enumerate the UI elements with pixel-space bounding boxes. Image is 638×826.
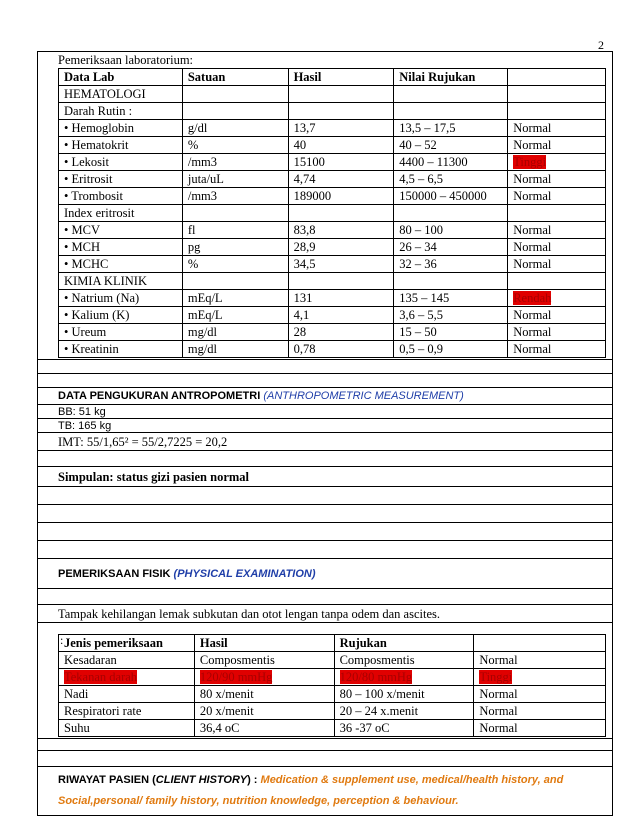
physical-header-cell: Hasil bbox=[194, 635, 334, 652]
history-heading-a: RIWAYAT PASIEN ( bbox=[58, 774, 156, 786]
lab-cell: 0,78 bbox=[288, 341, 394, 358]
assessment-form bbox=[37, 51, 613, 816]
lab-cell: 135 – 145 bbox=[394, 290, 508, 307]
physical-header-cell bbox=[474, 635, 606, 652]
lab-cell: juta/uL bbox=[182, 171, 288, 188]
lab-cell: KIMIA KLINIK bbox=[59, 273, 183, 290]
lab-cell bbox=[288, 273, 394, 290]
lab-cell: % bbox=[182, 137, 288, 154]
physical-cell: 20 x/menit bbox=[194, 703, 334, 720]
lab-cell: • Hematokrit bbox=[59, 137, 183, 154]
lab-cell: Normal bbox=[508, 307, 606, 324]
anthro-tb: TB: 165 kg bbox=[38, 419, 612, 433]
lab-cell: 40 bbox=[288, 137, 394, 154]
blank-row bbox=[38, 523, 612, 541]
physical-colon: : bbox=[60, 633, 64, 647]
lab-cell bbox=[182, 205, 288, 222]
history-heading-en: CLIENT HISTORY bbox=[155, 774, 248, 786]
lab-cell: 26 – 34 bbox=[394, 239, 508, 256]
lab-row bbox=[59, 324, 606, 341]
lab-cell bbox=[182, 86, 288, 103]
lab-cell: HEMATOLOGI bbox=[59, 86, 183, 103]
lab-header-row bbox=[59, 69, 606, 86]
lab-cell: 34,5 bbox=[288, 256, 394, 273]
lab-cell: /mm3 bbox=[182, 154, 288, 171]
blank-row bbox=[38, 374, 612, 388]
blank-row bbox=[38, 589, 612, 605]
lab-cell: 4,5 – 6,5 bbox=[394, 171, 508, 188]
lab-cell: 28,9 bbox=[288, 239, 394, 256]
page-number: 2 bbox=[598, 38, 604, 52]
anthro-conclusion: Simpulan: status gizi pasien normal bbox=[38, 467, 612, 487]
physical-cell: Composmentis bbox=[194, 652, 334, 669]
lab-cell: Darah Rutin : bbox=[59, 103, 183, 120]
lab-cell: 4,74 bbox=[288, 171, 394, 188]
blank-row bbox=[38, 541, 612, 559]
lab-header-cell: Hasil bbox=[288, 69, 394, 86]
lab-cell: 3,6 – 5,5 bbox=[394, 307, 508, 324]
lab-table bbox=[58, 68, 606, 358]
lab-cell: 13,7 bbox=[288, 120, 394, 137]
lab-row bbox=[59, 239, 606, 256]
physical-cell: Normal bbox=[474, 720, 606, 737]
lab-cell: Normal bbox=[508, 188, 606, 205]
lab-header-cell: Data Lab bbox=[59, 69, 183, 86]
lab-cell: pg bbox=[182, 239, 288, 256]
lab-cell: Normal bbox=[508, 222, 606, 239]
physical-cell: Kesadaran bbox=[59, 652, 195, 669]
physical-cell: Composmentis bbox=[334, 652, 474, 669]
physical-cell: 20 – 24 x.menit bbox=[334, 703, 474, 720]
lab-cell: • Lekosit bbox=[59, 154, 183, 171]
lab-cell: Normal bbox=[508, 137, 606, 154]
physical-header-row bbox=[59, 635, 606, 652]
lab-cell: • Natrium (Na) bbox=[59, 290, 183, 307]
lab-cell bbox=[508, 273, 606, 290]
blank-row bbox=[38, 451, 612, 467]
lab-row bbox=[59, 137, 606, 154]
lab-cell: • MCV bbox=[59, 222, 183, 239]
history-heading bbox=[38, 767, 612, 815]
lab-header-cell: Satuan bbox=[182, 69, 288, 86]
lab-row bbox=[59, 154, 606, 171]
lab-cell: 32 – 36 bbox=[394, 256, 508, 273]
lab-header-cell: Nilai Rujukan bbox=[394, 69, 508, 86]
physical-header-cell: Jenis pemeriksaan bbox=[59, 635, 195, 652]
physical-cell: Tekanan darah bbox=[59, 669, 195, 686]
lab-row bbox=[59, 256, 606, 273]
lab-cell: Normal bbox=[508, 324, 606, 341]
blank-row bbox=[38, 487, 612, 505]
lab-cell: 13,5 – 17,5 bbox=[394, 120, 508, 137]
lab-cell: 80 – 100 bbox=[394, 222, 508, 239]
lab-cell: Index eritrosit bbox=[59, 205, 183, 222]
lab-cell: • Kalium (K) bbox=[59, 307, 183, 324]
physical-cell: 36 -37 oC bbox=[334, 720, 474, 737]
physical-cell: Normal bbox=[474, 703, 606, 720]
lab-cell bbox=[182, 273, 288, 290]
lab-cell bbox=[288, 103, 394, 120]
physical-row bbox=[59, 669, 606, 686]
lab-cell: Tinggi bbox=[508, 154, 606, 171]
blank-row bbox=[38, 505, 612, 523]
lab-cell: mg/dl bbox=[182, 341, 288, 358]
lab-row bbox=[59, 307, 606, 324]
physical-heading-label: PEMERIKSAAN FISIK bbox=[58, 568, 171, 580]
lab-row bbox=[59, 103, 606, 120]
lab-row bbox=[59, 341, 606, 358]
lab-cell bbox=[394, 103, 508, 120]
physical-section bbox=[38, 634, 612, 739]
physical-heading-en: (PHYSICAL EXAMINATION) bbox=[173, 568, 316, 580]
lab-cell: • MCHC bbox=[59, 256, 183, 273]
physical-header-cell: Rujukan bbox=[334, 635, 474, 652]
lab-cell bbox=[508, 205, 606, 222]
lab-cell: 0,5 – 0,9 bbox=[394, 341, 508, 358]
physical-row bbox=[59, 720, 606, 737]
lab-row bbox=[59, 171, 606, 188]
physical-cell: 80 x/menit bbox=[194, 686, 334, 703]
physical-cell: 120/80 mmHg bbox=[334, 669, 474, 686]
physical-cell: Respiratori rate bbox=[59, 703, 195, 720]
lab-header-cell bbox=[508, 69, 606, 86]
physical-row bbox=[59, 686, 606, 703]
anthro-bb: BB: 51 kg bbox=[38, 405, 612, 419]
physical-row bbox=[59, 652, 606, 669]
lab-cell: 4400 – 11300 bbox=[394, 154, 508, 171]
lab-cell: Normal bbox=[508, 341, 606, 358]
physical-heading bbox=[38, 559, 612, 589]
lab-cell: 15100 bbox=[288, 154, 394, 171]
lab-cell: 131 bbox=[288, 290, 394, 307]
physical-row bbox=[59, 703, 606, 720]
lab-row bbox=[59, 188, 606, 205]
lab-cell: 189000 bbox=[288, 188, 394, 205]
lab-cell: Normal bbox=[508, 256, 606, 273]
lab-cell bbox=[288, 205, 394, 222]
lab-cell: Rendah bbox=[508, 290, 606, 307]
blank-row bbox=[38, 360, 612, 374]
physical-cell: Normal bbox=[474, 686, 606, 703]
lab-cell: • Hemoglobin bbox=[59, 120, 183, 137]
lab-cell: 4,1 bbox=[288, 307, 394, 324]
lab-cell: fl bbox=[182, 222, 288, 239]
anthro-heading-en: (ANTHROPOMETRIC MEASUREMENT) bbox=[263, 390, 464, 402]
physical-cell: Nadi bbox=[59, 686, 195, 703]
physical-cell: Normal bbox=[474, 652, 606, 669]
lab-cell: 40 – 52 bbox=[394, 137, 508, 154]
blank-row bbox=[38, 739, 612, 751]
lab-row bbox=[59, 273, 606, 290]
lab-cell: • Ureum bbox=[59, 324, 183, 341]
physical-note: Tampak kehilangan lemak subkutan dan otot lengan tanpa odem dan ascites. bbox=[38, 605, 612, 623]
history-detail-2: Social,personal/ family history, nutrition knowledge, perception & behaviour. bbox=[58, 795, 459, 807]
lab-row bbox=[59, 86, 606, 103]
lab-cell bbox=[508, 103, 606, 120]
lab-cell bbox=[508, 86, 606, 103]
blank-row bbox=[38, 751, 612, 767]
lab-cell: mEq/L bbox=[182, 290, 288, 307]
lab-cell: • MCH bbox=[59, 239, 183, 256]
physical-cell: Tinggi bbox=[474, 669, 606, 686]
lab-cell: % bbox=[182, 256, 288, 273]
physical-cell: 120/90 mmHg bbox=[194, 669, 334, 686]
lab-row bbox=[59, 222, 606, 239]
anthro-heading bbox=[38, 388, 612, 405]
lab-cell: Normal bbox=[508, 239, 606, 256]
lab-row bbox=[59, 120, 606, 137]
lab-cell: 15 – 50 bbox=[394, 324, 508, 341]
lab-cell: g/dl bbox=[182, 120, 288, 137]
lab-cell: • Trombosit bbox=[59, 188, 183, 205]
lab-cell: /mm3 bbox=[182, 188, 288, 205]
lab-cell bbox=[394, 205, 508, 222]
lab-cell bbox=[288, 86, 394, 103]
physical-cell: 80 – 100 x/menit bbox=[334, 686, 474, 703]
lab-cell: 83,8 bbox=[288, 222, 394, 239]
lab-cell: mg/dl bbox=[182, 324, 288, 341]
lab-cell: mEq/L bbox=[182, 307, 288, 324]
physical-cell: Suhu bbox=[59, 720, 195, 737]
anthro-heading-label: DATA PENGUKURAN ANTROPOMETRI bbox=[58, 390, 261, 402]
lab-cell: Normal bbox=[508, 120, 606, 137]
lab-cell bbox=[394, 273, 508, 290]
lab-cell bbox=[182, 103, 288, 120]
lab-title: Pemeriksaan laboratorium: bbox=[58, 53, 194, 67]
lab-cell: • Kreatinin bbox=[59, 341, 183, 358]
history-heading-b: ) : bbox=[247, 774, 258, 786]
lab-cell: 150000 – 450000 bbox=[394, 188, 508, 205]
lab-section bbox=[38, 52, 612, 360]
lab-row bbox=[59, 205, 606, 222]
anthro-imt: IMT: 55/1,65² = 55/2,7225 = 20,2 bbox=[38, 433, 612, 451]
lab-cell: Normal bbox=[508, 171, 606, 188]
lab-cell: 28 bbox=[288, 324, 394, 341]
physical-table bbox=[58, 634, 606, 737]
lab-row bbox=[59, 290, 606, 307]
lab-cell: • Eritrosit bbox=[59, 171, 183, 188]
lab-cell bbox=[394, 86, 508, 103]
history-detail-1: Medication & supplement use, medical/health history, and bbox=[260, 774, 564, 786]
physical-cell: 36,4 oC bbox=[194, 720, 334, 737]
